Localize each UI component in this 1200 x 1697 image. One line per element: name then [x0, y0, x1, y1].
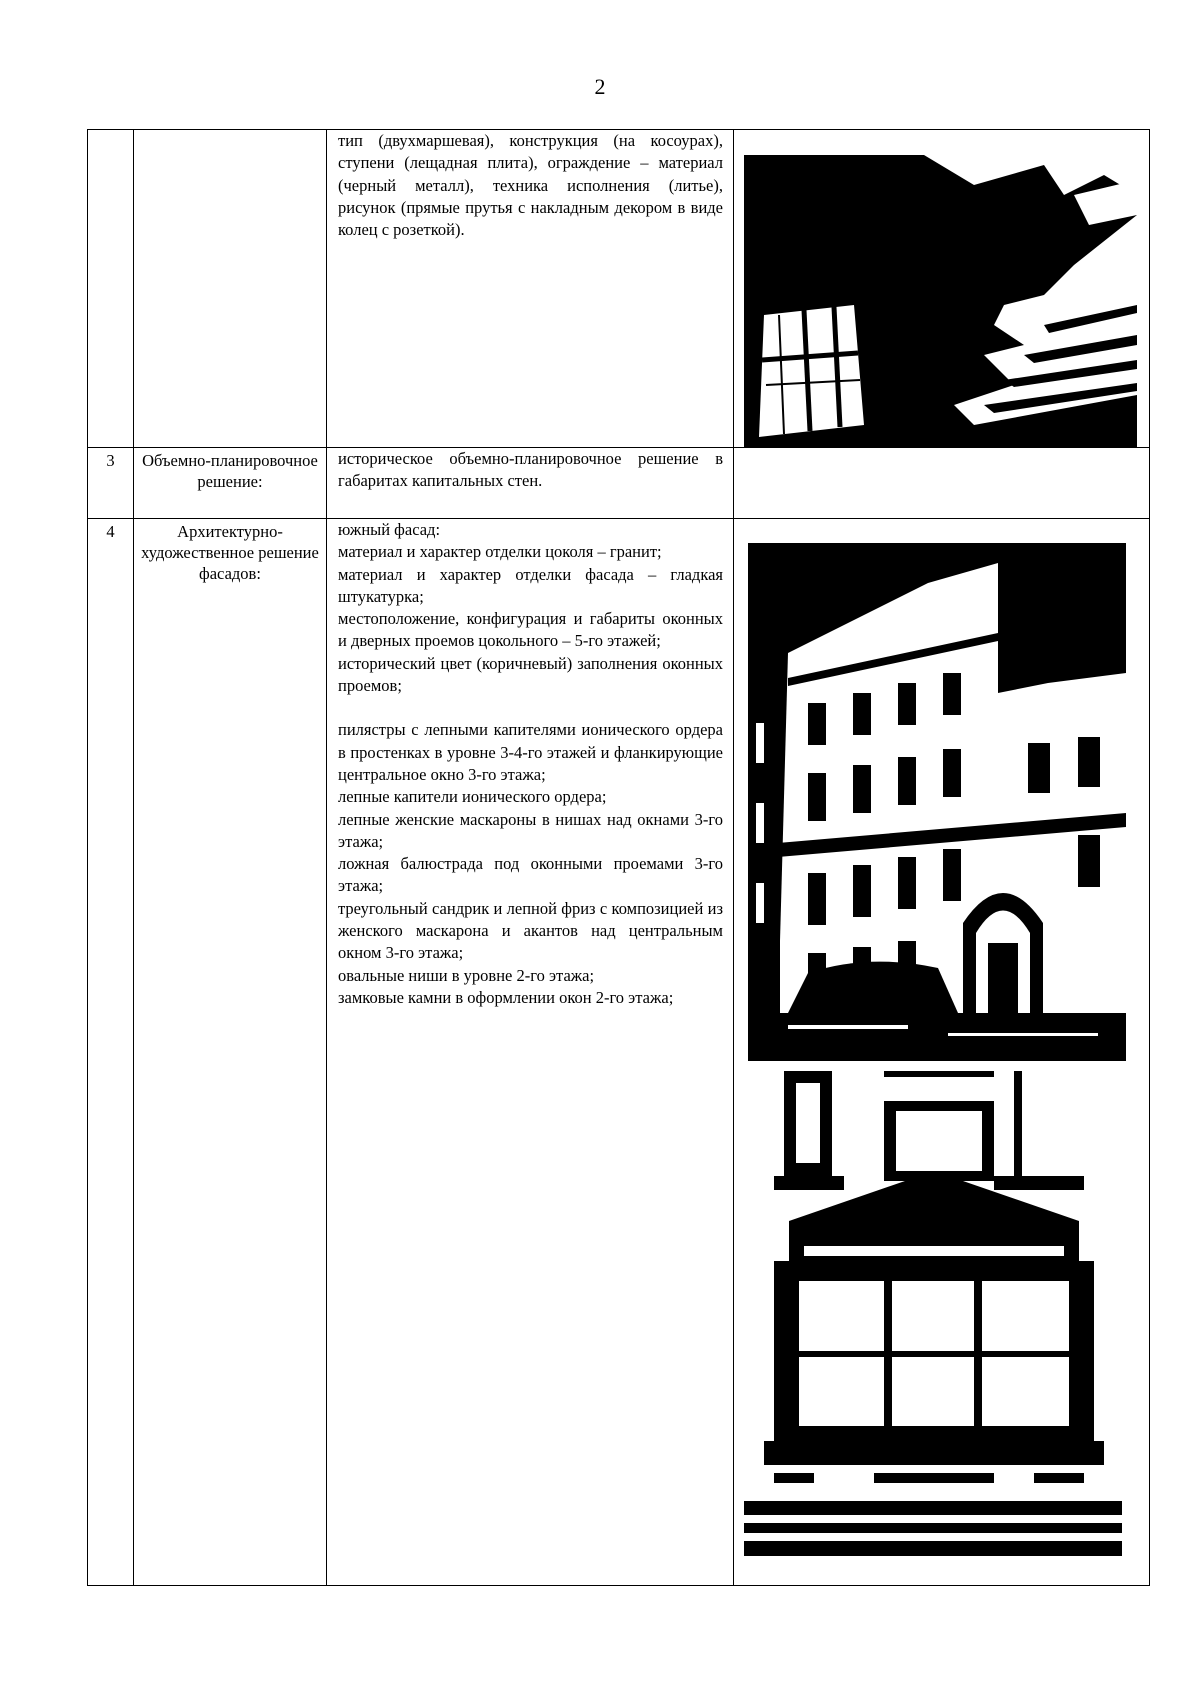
- row-description: [327, 519, 734, 1586]
- staircase-photo: [744, 155, 1137, 447]
- description-line: тип (двухмаршевая), конструкция (на косоурах), ступени (лещадная плита), ограждение – материал (черный металл), техника исполнения (литье), рисунок (прямые прутья с накладным декором в виде колец с розеткой).: [338, 131, 723, 240]
- description-line: лепные женские маскароны в нишах над окнами 3-го этажа;: [338, 809, 723, 851]
- row-name: [134, 130, 327, 448]
- description-line: материал и характер отделки фасада – гладкая штукатурка;: [338, 564, 723, 606]
- facade-detail-photo: [744, 1071, 1122, 1556]
- description-line: исторический цвет (коричневый) заполнения оконных проемов;: [338, 653, 723, 696]
- south-facade-photo: [748, 543, 1126, 1061]
- description-line: овальные ниши в уровне 2-го этажа;: [338, 965, 595, 985]
- monument-features-table: [87, 129, 1150, 1586]
- row-description: [327, 448, 734, 519]
- row-name: Архитектурно-художественное решение фасадов:: [134, 519, 327, 1586]
- description-gap: [338, 697, 723, 719]
- row-number: 3: [88, 448, 134, 519]
- description-line: замковые камни в оформлении окон 2-го этажа;: [338, 987, 674, 1007]
- description-line: лепные капители ионического ордера;: [338, 787, 607, 807]
- table-row: [88, 130, 1150, 448]
- row-name: Объемно-планировочное решение:: [134, 448, 327, 519]
- row-number: 4: [88, 519, 134, 1586]
- description-line: местоположение, конфигурация и габариты оконных и дверных проемов цокольного – 5-го этажей;: [338, 609, 723, 651]
- row-number: [88, 130, 134, 448]
- row-photos: [734, 448, 1150, 519]
- description-line: треугольный сандрик и лепной фриз с композицией из женского маскарона и акантов над центральным окном 3-го этажа;: [338, 898, 723, 963]
- description-line: пилястры с лепными капителями ионического ордера в простенках в уровне 3-4-го этажей и фланкирующие центральное окно 3-го этажа;: [338, 720, 723, 784]
- row-description: [327, 130, 734, 448]
- table-row: [88, 519, 1150, 1586]
- page-number: 2: [594, 74, 606, 99]
- row-photos: [734, 519, 1150, 1586]
- description-line: материал и характер отделки цоколя – гранит;: [338, 542, 662, 562]
- table-row: [88, 448, 1150, 519]
- description-line: южный фасад:: [338, 520, 441, 539]
- row-photos: [734, 130, 1150, 448]
- description-line: ложная балюстрада под оконными проемами 3-го этажа;: [338, 854, 723, 896]
- description-line: историческое объемно-планировочное решение в габаритах капитальных стен.: [338, 449, 723, 491]
